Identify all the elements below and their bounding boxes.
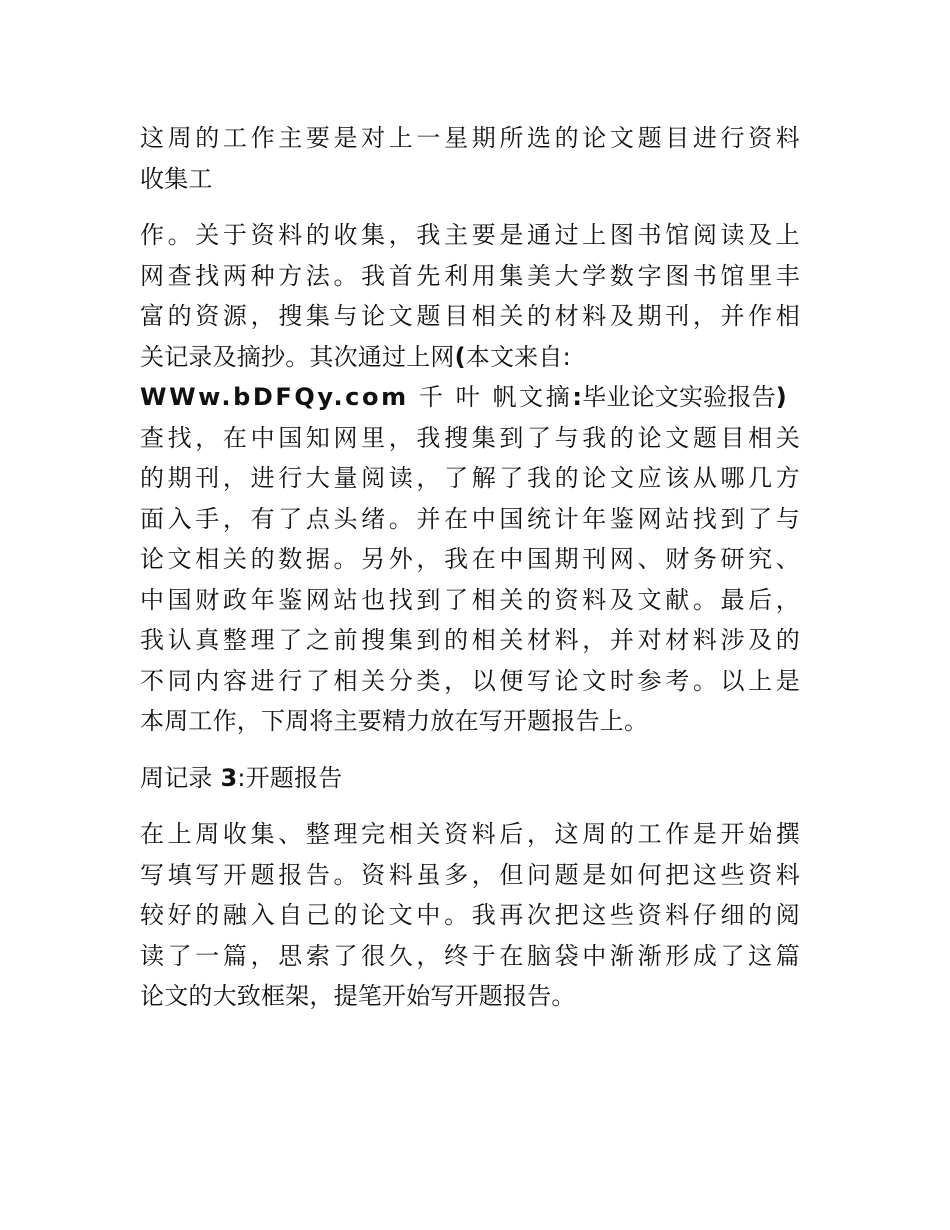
paragraph-2-line-4 xyxy=(140,337,800,378)
paragraph-2-line-13: 本周工作，下周将主要精力放在写开题报告上。 xyxy=(140,707,649,735)
close-paren: ) xyxy=(775,383,787,411)
source-site-name: 千 叶 帆文摘 xyxy=(408,383,573,411)
source-label: 本文来自: xyxy=(465,342,571,371)
paragraph-1 xyxy=(140,118,800,199)
document-page xyxy=(140,118,800,1017)
paragraph-3-line-3: 较好的融入自己的论文中。我再次把这些资料仔细的阅 xyxy=(140,901,800,929)
paragraph-3 xyxy=(140,814,800,1017)
paragraph-1-line-2: 收集工 xyxy=(140,164,213,193)
paragraph-2-line-8: 面入手，有了点头绪。并在中国统计年鉴网站找到了与 xyxy=(140,504,800,533)
paragraph-2-line-4-text: 关记录及摘抄。其次通过上网 xyxy=(140,342,455,371)
paragraph-3-line-4: 读了一篇，思索了很久，终于在脑袋中渐渐形成了这篇 xyxy=(140,941,800,970)
section-heading xyxy=(140,758,800,799)
paragraph-2 xyxy=(140,215,800,742)
heading-number: 3 xyxy=(220,763,238,792)
paragraph-2-line-11: 我认真整理了之前搜集到的相关材料，并对材料涉及的 xyxy=(140,626,800,654)
paragraph-3-line-2: 写填写开题报告。资料虽多，但问题是如何把这些资料 xyxy=(140,860,800,889)
colon: : xyxy=(572,383,583,411)
paragraph-3-line-5: 论文的大致框架，提笔开始写开题报告。 xyxy=(140,982,576,1010)
paragraph-2-line-6: 查找，在中国知网里，我搜集到了与我的论文题目相关 xyxy=(140,423,800,452)
paragraph-2-line-10: 中国财政年鉴网站也找到了相关的资料及文献。最后， xyxy=(140,585,800,614)
paragraph-2-line-5 xyxy=(140,377,800,418)
section-heading-line xyxy=(140,758,800,799)
paragraph-2-line-3: 富的资源，搜集与论文题目相关的材料及期刊，并作相 xyxy=(140,302,800,330)
source-url: WWw.bDFQy.com xyxy=(140,383,409,411)
paragraph-2-line-1: 作。关于资料的收集，我主要是通过上图书馆阅读及上 xyxy=(140,221,800,249)
paragraph-2-line-9: 论文相关的数据。另外，我在中国期刊网、财务研究、 xyxy=(140,545,800,573)
source-category: 毕业论文实验报告 xyxy=(582,383,776,411)
heading-suffix: :开题报告 xyxy=(237,763,343,792)
paragraph-2-line-12: 不同内容进行了相关分类，以便写论文时参考。以上是 xyxy=(140,666,800,695)
paragraph-2-line-2: 网查找两种方法。我首先利用集美大学数字图书馆里丰 xyxy=(140,261,800,290)
paragraph-1-line-1: 这周的工作主要是对上一星期所选的论文题目进行资料 xyxy=(140,124,800,152)
heading-prefix: 周记录 xyxy=(140,763,221,792)
open-paren: ( xyxy=(454,342,466,371)
paragraph-2-line-7: 的期刊，进行大量阅读，了解了我的论文应该从哪几方 xyxy=(140,464,800,492)
paragraph-3-line-1: 在上周收集、整理完相关资料后，这周的工作是开始撰 xyxy=(140,820,800,848)
